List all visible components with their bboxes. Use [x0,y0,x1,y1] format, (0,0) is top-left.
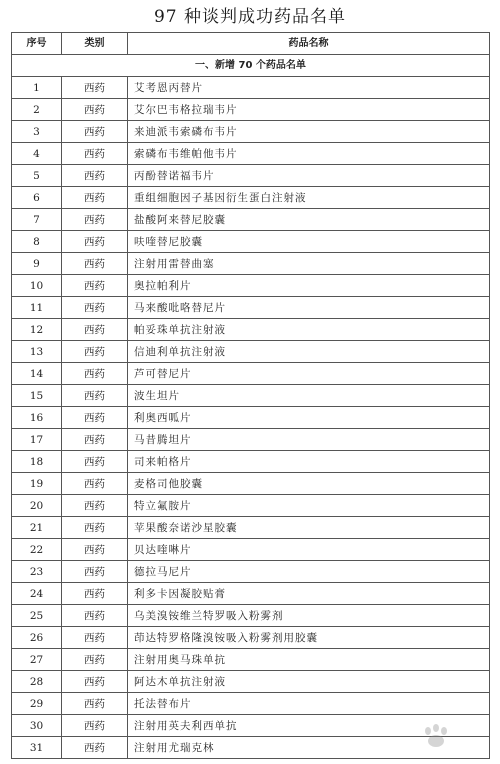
cell-drug-name: 马昔腾坦片 [128,429,490,451]
cell-serial-number: 3 [12,121,62,143]
cell-category: 西药 [62,737,128,759]
cell-category: 西药 [62,495,128,517]
cell-category: 西药 [62,341,128,363]
cell-category: 西药 [62,517,128,539]
cell-drug-name: 茚达特罗格隆溴铵吸入粉雾剂用胶囊 [128,627,490,649]
table-row [12,319,490,341]
cell-serial-number: 13 [12,341,62,363]
cell-drug-name: 信迪利单抗注射液 [128,341,490,363]
cell-serial-number: 4 [12,143,62,165]
cell-drug-name: 呋喹替尼胶囊 [128,231,490,253]
cell-category: 西药 [62,231,128,253]
cell-drug-name: 特立氟胺片 [128,495,490,517]
table-row [12,385,490,407]
cell-drug-name: 贝达喹啉片 [128,539,490,561]
cell-serial-number: 25 [12,605,62,627]
cell-drug-name: 托法替布片 [128,693,490,715]
table-row [12,165,490,187]
cell-drug-name: 来迪派韦索磷布韦片 [128,121,490,143]
table-row [12,561,490,583]
cell-drug-name: 丙酚替诺福韦片 [128,165,490,187]
cell-drug-name: 利奥西呱片 [128,407,490,429]
table-row [12,187,490,209]
baidu-watermark-logo [380,722,490,756]
header-drug-name: 药品名称 [128,33,490,55]
cell-drug-name: 波生坦片 [128,385,490,407]
table-body [12,55,490,759]
cell-drug-name: 注射用雷替曲塞 [128,253,490,275]
cell-category: 西药 [62,363,128,385]
cell-serial-number: 5 [12,165,62,187]
table-row [12,99,490,121]
cell-category: 西药 [62,473,128,495]
cell-drug-name: 芦可替尼片 [128,363,490,385]
cell-category: 西药 [62,187,128,209]
cell-serial-number: 2 [12,99,62,121]
table-row [12,363,490,385]
cell-category: 西药 [62,121,128,143]
drug-list-table [11,32,490,759]
cell-drug-name: 德拉马尼片 [128,561,490,583]
cell-drug-name: 重组细胞因子基因衍生蛋白注射液 [128,187,490,209]
table-row [12,121,490,143]
cell-serial-number: 15 [12,385,62,407]
cell-drug-name: 乌美溴铵维兰特罗吸入粉雾剂 [128,605,490,627]
cell-serial-number: 26 [12,627,62,649]
table-row [12,473,490,495]
table-row [12,77,490,99]
table-row [12,297,490,319]
cell-drug-name: 注射用尤瑞克林 [128,737,490,759]
cell-serial-number: 20 [12,495,62,517]
table-row [12,583,490,605]
cell-drug-name: 麦格司他胶囊 [128,473,490,495]
cell-category: 西药 [62,275,128,297]
cell-serial-number: 9 [12,253,62,275]
cell-serial-number: 22 [12,539,62,561]
header-category: 类别 [62,33,128,55]
cell-category: 西药 [62,143,128,165]
cell-category: 西药 [62,429,128,451]
cell-serial-number: 28 [12,671,62,693]
cell-category: 西药 [62,319,128,341]
cell-serial-number: 11 [12,297,62,319]
cell-serial-number: 19 [12,473,62,495]
table-row [12,517,490,539]
table-row [12,693,490,715]
cell-category: 西药 [62,715,128,737]
cell-category: 西药 [62,209,128,231]
cell-category: 西药 [62,627,128,649]
cell-category: 西药 [62,297,128,319]
section-title: 一、新增 70 个药品名单 [12,55,490,77]
table-row [12,605,490,627]
table-row [12,495,490,517]
cell-drug-name: 阿达木单抗注射液 [128,671,490,693]
table-row [12,671,490,693]
cell-category: 西药 [62,385,128,407]
cell-drug-name: 司来帕格片 [128,451,490,473]
cell-drug-name: 马来酸吡咯替尼片 [128,297,490,319]
table-row [12,429,490,451]
cell-drug-name: 艾考恩丙替片 [128,77,490,99]
cell-category: 西药 [62,165,128,187]
cell-category: 西药 [62,451,128,473]
table-row [12,231,490,253]
cell-drug-name: 注射用奥马珠单抗 [128,649,490,671]
section-header-row [12,55,490,77]
table-row [12,275,490,297]
cell-serial-number: 6 [12,187,62,209]
cell-drug-name: 利多卡因凝胶贴膏 [128,583,490,605]
cell-serial-number: 18 [12,451,62,473]
cell-drug-name: 盐酸阿来替尼胶囊 [128,209,490,231]
cell-serial-number: 12 [12,319,62,341]
cell-category: 西药 [62,253,128,275]
table-row [12,451,490,473]
cell-category: 西药 [62,77,128,99]
cell-category: 西药 [62,561,128,583]
header-serial-number: 序号 [12,33,62,55]
table-row [12,649,490,671]
table-row [12,253,490,275]
table-row [12,407,490,429]
cell-category: 西药 [62,671,128,693]
cell-serial-number: 10 [12,275,62,297]
cell-serial-number: 8 [12,231,62,253]
cell-category: 西药 [62,649,128,671]
cell-serial-number: 14 [12,363,62,385]
table-row [12,539,490,561]
cell-drug-name: 索磷布韦维帕他韦片 [128,143,490,165]
cell-serial-number: 16 [12,407,62,429]
cell-drug-name: 注射用英夫利西单抗 [128,715,490,737]
cell-serial-number: 29 [12,693,62,715]
document-title: 97 种谈判成功药品名单 [153,7,347,27]
cell-serial-number: 24 [12,583,62,605]
table-header-row [12,33,490,55]
cell-category: 西药 [62,583,128,605]
table-row [12,627,490,649]
cell-drug-name: 艾尔巴韦格拉瑞韦片 [128,99,490,121]
cell-category: 西药 [62,99,128,121]
cell-category: 西药 [62,605,128,627]
table-row [12,143,490,165]
cell-drug-name: 奥拉帕利片 [128,275,490,297]
cell-serial-number: 17 [12,429,62,451]
cell-serial-number: 27 [12,649,62,671]
table-row [12,341,490,363]
cell-serial-number: 21 [12,517,62,539]
cell-category: 西药 [62,539,128,561]
cell-drug-name: 苹果酸奈诺沙星胶囊 [128,517,490,539]
paw-logo-icon [380,722,490,756]
cell-serial-number: 30 [12,715,62,737]
cell-drug-name: 帕妥珠单抗注射液 [128,319,490,341]
cell-serial-number: 31 [12,737,62,759]
cell-serial-number: 1 [12,77,62,99]
cell-serial-number: 23 [12,561,62,583]
cell-category: 西药 [62,407,128,429]
cell-serial-number: 7 [12,209,62,231]
cell-category: 西药 [62,693,128,715]
table-row [12,209,490,231]
